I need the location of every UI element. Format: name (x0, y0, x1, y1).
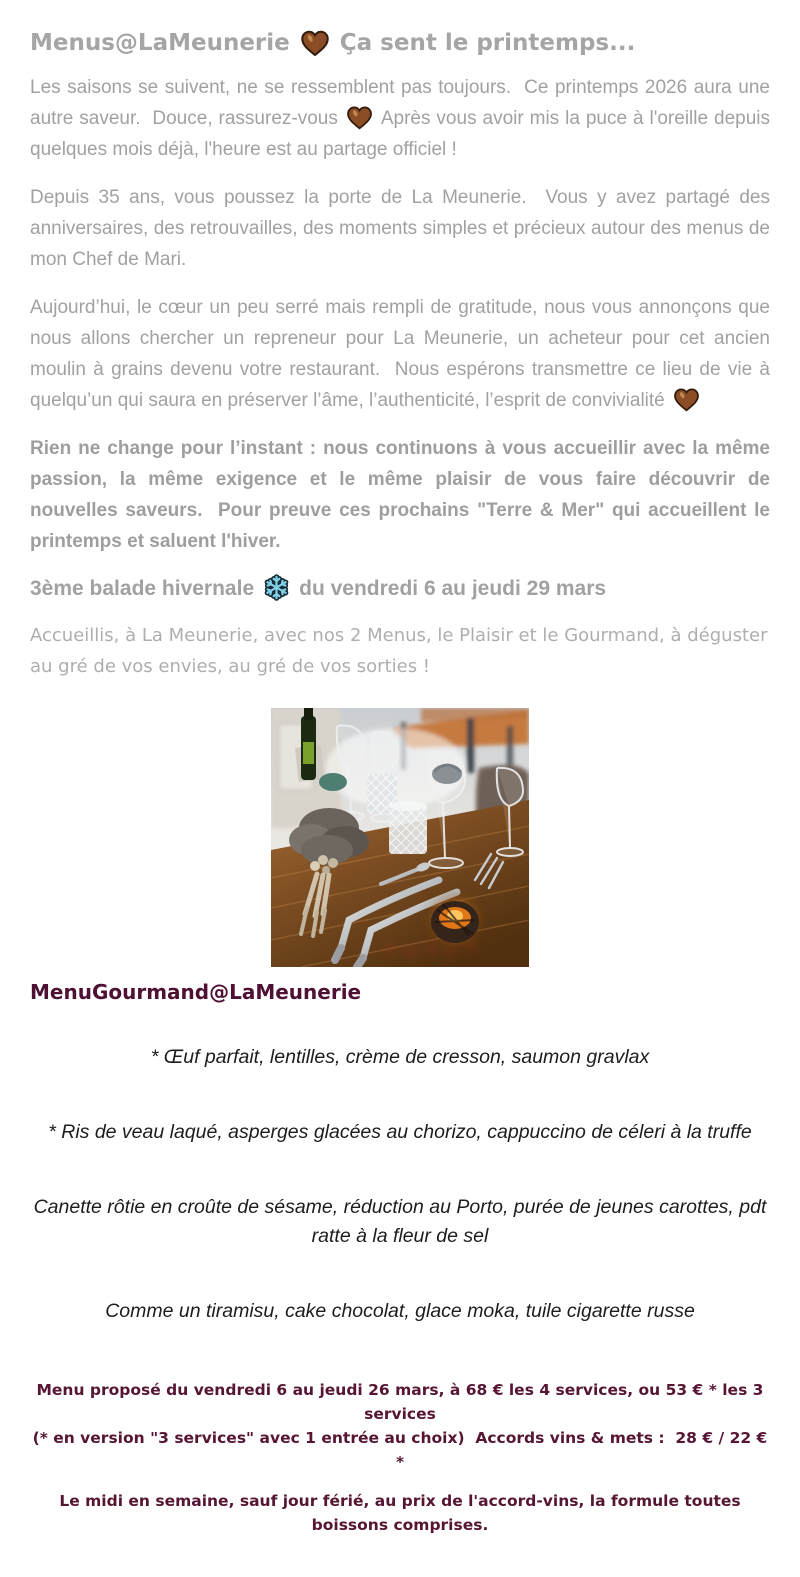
intro-paragraph-3-text: Aujourd’hui, le cœur un peu serré mais rempli de gratitude, nous vous annonçons que nous allons chercher un repreneur pour La Meunerie, un acheteur pour cet ancien moulin à grains devenu votre restaurant. Nous espérons transmettre ce lieu de vie à quelqu’un qui saura en préserver l’âme, l’authenticité, l’esprit de convivialité (30, 297, 776, 411)
announcement-paragraph: Rien ne change pour l’instant : nous continuons à vous accueillir avec la même passion, la même exigence et le même plaisir de vous faire découvrir de nouvelles saveurs. Pour preuve ces prochains "Terre & Mer" qui accueillent le printemps et saluent l'hiver. (30, 438, 776, 552)
brown-heart-icon (300, 29, 330, 57)
pricing-line-1: Menu proposé du vendredi 6 au jeudi 26 mars, à 68 € les 4 services, ou 53 € * les 3 services (36, 1381, 769, 1423)
menu-item-main: Canette rôtie en croûte de sésame, réduction au Porto, purée de jeunes carottes, pdt ratte à la fleur de sel (33, 1196, 772, 1247)
brown-heart-icon (673, 387, 700, 412)
intro-paragraph-2: Depuis 35 ans, vous poussez la porte de La Meunerie. Vous y avez partagé des anniversaires, des retrouvailles, des moments simples et précieux autour des menus de mon Chef de Mari. (30, 187, 776, 270)
page-title-prefix: Menus@LaMeunerie (30, 30, 290, 56)
intro-paragraph-1 (30, 72, 776, 165)
pricing-star: * (395, 1453, 405, 1471)
menu-item-starter: * Œuf parfait, lentilles, crème de cresson, saumon gravlax (150, 1046, 650, 1068)
intro-paragraph-3 (30, 292, 776, 416)
pricing-line-2: (* en version "3 services" avec 1 entrée au choix) Accords vins & mets : 28 € / 22 € (32, 1429, 768, 1447)
intro-paragraph-1-text-a: Les saisons se suivent, ne se ressemblent pas toujours. Ce printemps 2026 aura une autre saveur. Douce, rassurez-vous (30, 77, 776, 129)
season-heading-text-a: 3ème balade hivernale (30, 577, 255, 600)
page-title-suffix: Ça sent le printemps... (339, 30, 636, 56)
intro-paragraph-1-text-b: Après vous avoir mis la puce à l'oreille depuis quelques mois déjà, l'heure est au partage officiel ! (30, 108, 776, 160)
page-title (30, 26, 770, 60)
menu-item-second: * Ris de veau laqué, asperges glacées au chorizo, cappuccino de céleri à la truffe (48, 1121, 752, 1143)
season-subtitle: Accueillis, à La Meunerie, avec nos 2 Menus, le Plaisir et le Gourmand, à déguster au gré de vos envies, au gré de vos sorties ! (30, 625, 774, 677)
snowflake-icon (263, 574, 290, 601)
brown-heart-icon (346, 105, 373, 130)
pricing-closing: Le midi en semaine, sauf jour férié, au prix de l'accord-vins, la formule toutes boissons comprises. (59, 1492, 747, 1534)
season-heading (30, 574, 770, 604)
menu-item-dessert: Comme un tiramisu, cake chocolat, glace moka, tuile cigarette russe (105, 1300, 695, 1322)
season-heading-text-b: du vendredi 6 au jeudi 29 mars (299, 577, 607, 600)
table-setting-photo (271, 708, 529, 967)
menu-heading: MenuGourmand@LaMeunerie (30, 980, 362, 1004)
